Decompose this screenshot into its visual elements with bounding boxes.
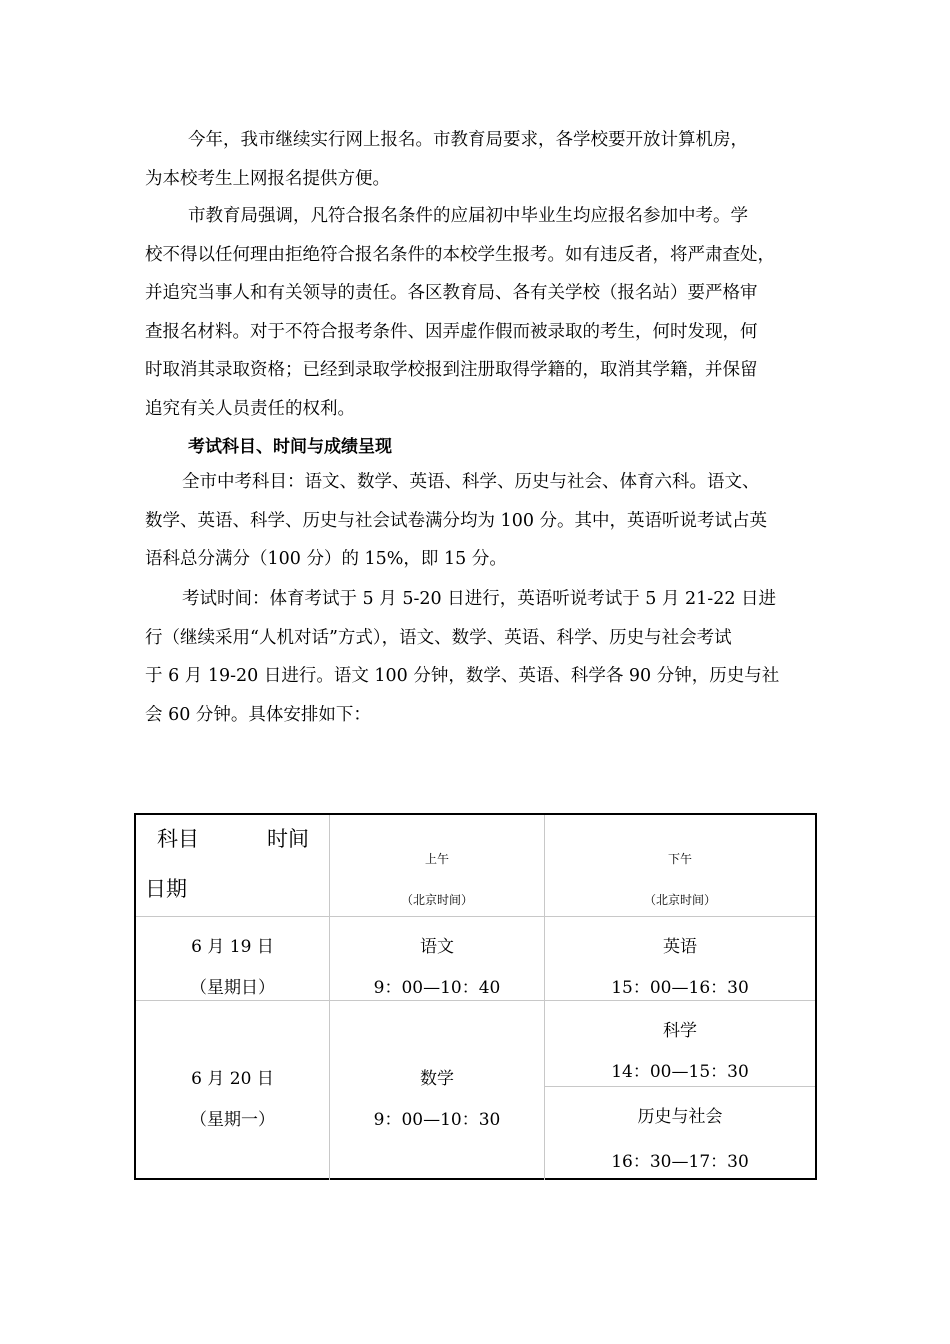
- day1-morning-time: 9：00—10：40: [373, 978, 501, 998]
- day1-morning-cell: [330, 917, 544, 1000]
- text-line: 追究有关人员责任的权利。: [145, 398, 355, 419]
- day2-date: 6 月 20 日: [191, 1069, 274, 1089]
- paragraph-exam-time: [145, 580, 807, 734]
- day1-afternoon-subject: 英语: [663, 937, 697, 957]
- day1-date: 6 月 19 日: [191, 937, 274, 957]
- day1-afternoon-time: 15：00—16：30: [611, 978, 749, 998]
- day2-morning-subject: 数学: [420, 1069, 454, 1089]
- text-line: 语科总分满分（100 分）的 15%，即 15 分。: [145, 549, 507, 569]
- text-line: 并追究当事人和有关领导的责任。各区教育局、各有关学校（报名站）要严格审: [145, 283, 758, 303]
- day2-weekday: （星期一）: [190, 1110, 275, 1130]
- day2-afternoon1-cell: [545, 1001, 815, 1086]
- paragraph-online-registration: [145, 121, 807, 198]
- day2-afternoon2-time: 16：30—17：30: [611, 1152, 749, 1172]
- text-line: 于 6 月 19-20 日进行。语文 100 分钟，数学、英语、科学各 90 分钟，历史与社: [145, 666, 780, 686]
- header-date-label: 日期: [145, 877, 187, 901]
- day2-morning-time: 9：00—10：30: [373, 1110, 501, 1130]
- text-line: 查报名材料。对于不符合报考条件、因弄虚作假而被录取的考生，何时发现，何: [145, 321, 758, 342]
- text-line: 为本校考生上网报名提供方便。: [145, 168, 390, 189]
- header-afternoon-note: （北京时间）: [643, 893, 716, 907]
- header-afternoon-label: 下午: [667, 852, 692, 866]
- day2-afternoon1-subject: 科学: [663, 1021, 697, 1041]
- text-line: 全市中考科目：语文、数学、英语、科学、历史与社会、体育六科。语文、: [182, 472, 760, 492]
- header-morning-label: 上午: [424, 852, 449, 866]
- header-subject-label: 科目: [157, 827, 199, 851]
- day2-date-cell: [136, 1001, 329, 1180]
- text-line: 考试时间：体育考试于 5 月 5-20 日进行，英语听说考试于 5 月 21-22 日进: [182, 589, 777, 609]
- day2-afternoon2-subject: 历史与社会: [637, 1107, 723, 1127]
- day1-afternoon-cell: [545, 917, 815, 1000]
- day2-morning-cell: [330, 1001, 544, 1180]
- day1-weekday: （星期日）: [190, 978, 275, 998]
- header-morning-cell: [330, 815, 544, 916]
- header-morning-note: （北京时间）: [400, 893, 473, 907]
- text-line: 会 60 分钟。具体安排如下：: [145, 704, 371, 725]
- paragraph-exam-subjects: [145, 463, 807, 579]
- text-line: 数学、英语、科学、历史与社会试卷满分均为 100 分。其中，英语听说考试占英: [145, 510, 768, 531]
- day1-morning-subject: 语文: [420, 937, 454, 957]
- section-heading: 考试科目、时间与成绩呈现: [188, 437, 392, 457]
- day2-afternoon2-cell: [545, 1087, 815, 1180]
- day2-afternoon1-time: 14：00—15：30: [611, 1062, 749, 1082]
- text-line: 今年，我市继续实行网上报名。市教育局要求，各学校要开放计算机房，: [188, 130, 748, 150]
- exam-schedule-table: [134, 813, 817, 1180]
- text-line: 市教育局强调，凡符合报名条件的应届初中毕业生均应报名参加中考。学: [188, 206, 748, 226]
- text-line: 校不得以任何理由拒绝符合报名条件的本校学生报考。如有违反者，将严肃查处，: [145, 244, 775, 265]
- header-time-label: 时间: [267, 827, 309, 851]
- text-line: 行（继续采用“人机对话”方式），语文、数学、英语、科学、历史与社会考试: [145, 627, 732, 648]
- day1-date-cell: [136, 917, 329, 1000]
- header-afternoon-cell: [545, 815, 815, 916]
- text-line: 时取消其录取资格；已经到录取学校报到注册取得学籍的，取消其学籍，并保留: [145, 360, 758, 380]
- header-corner-cell: [136, 815, 329, 916]
- paragraph-registration-rules: [145, 197, 807, 428]
